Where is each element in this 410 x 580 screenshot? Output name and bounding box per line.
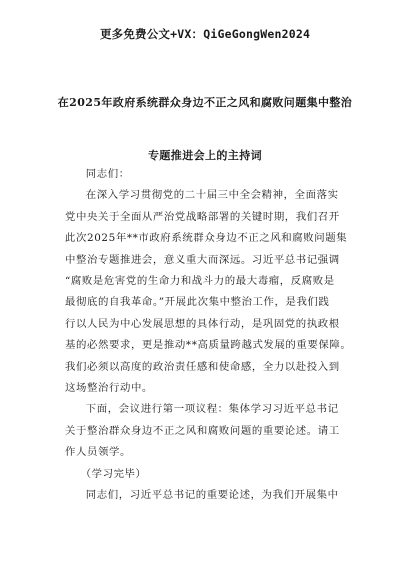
watermark-header: 更多免费公文+VX：QiGeGongWen2024 — [99, 27, 311, 41]
study-note: （学习完毕） — [80, 467, 147, 480]
paragraph-1-line: 在深入学习贯彻党的二十届三中全会精神，全面落实 — [85, 189, 339, 202]
paragraph-1-line: 中整治专题推进会，意义重大而深远。习近平总书记强调 — [65, 253, 340, 266]
paragraph-1 — [65, 185, 352, 399]
paragraph-1-line: 基的必然要求，更是推动**高质量跨越式发展的重要保障。 — [65, 339, 352, 352]
paragraph-1-line: 党中央关于全面从严治党战略部署的关键时期，我们召开 — [65, 210, 340, 223]
document-body — [65, 164, 352, 507]
paragraph-1-line: 此次2025年**市政府系统群众身边不正之风和腐败问题集 — [65, 232, 348, 245]
paragraph-2 — [65, 399, 345, 463]
paragraph-2-line: 下面，会议进行第一项议程：集体学习习近平总书记 — [85, 403, 339, 416]
paragraph-1-line: 行以人民为中心发展思想的具体行动，是巩固党的执政根 — [65, 317, 340, 330]
document-title-line-1: 在2025年政府系统群众身边不正之风和腐败问题集中整治 — [57, 96, 353, 109]
paragraph-2-line: 关于整治群众身边不正之风和腐败问题的重要论述。请工 — [65, 424, 340, 437]
paragraph-1-line: 我们必须以高度的政治责任感和使命感，全力以赴投入到 — [65, 360, 340, 373]
paragraph-3-line: 同志们，习近平总书记的重要论述，为我们开展集中 — [85, 489, 339, 502]
paragraph-3 — [65, 485, 345, 506]
paragraph-1-line: 最彻底的自我革命。”开展此次集中整治工作，是我们践 — [65, 296, 330, 309]
greeting: 同志们： — [85, 168, 130, 180]
paragraph-2-line: 作人员领学。 — [65, 446, 131, 459]
document-title-line-2: 专题推进会上的主持词 — [148, 149, 262, 162]
paragraph-1-line: 这场整治行动中。 — [65, 382, 153, 395]
paragraph-1-line: “腐败是危害党的生命力和战斗力的最大毒瘤，反腐败是 — [65, 275, 335, 288]
